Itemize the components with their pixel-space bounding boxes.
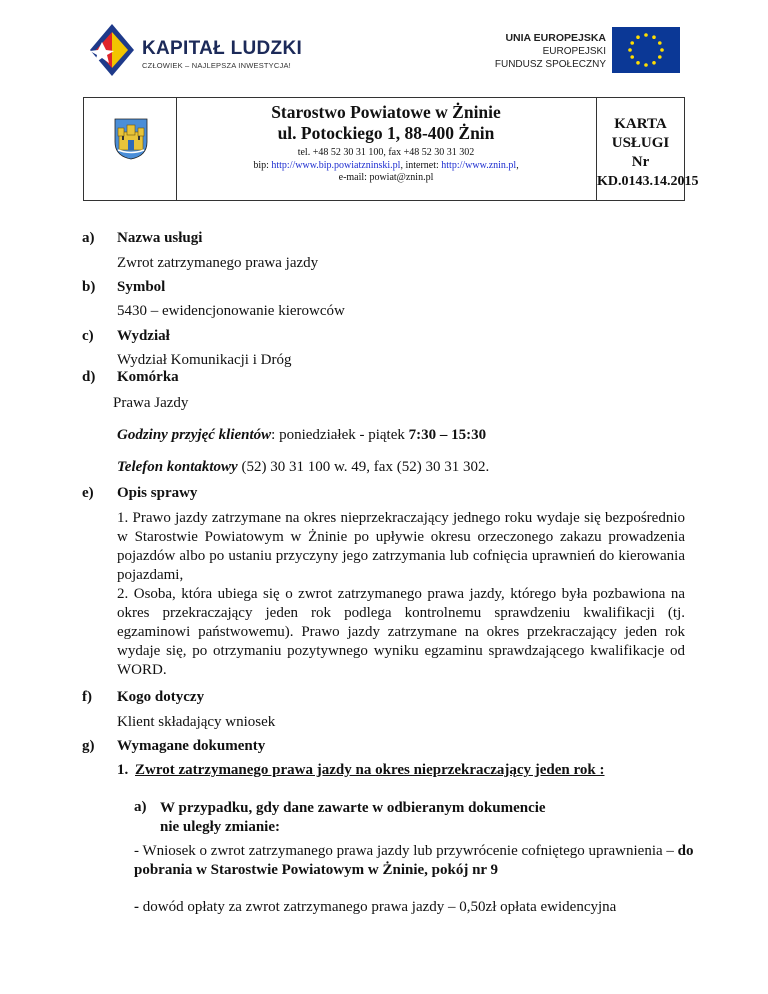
section-d-title: Komórka [117, 369, 179, 385]
card-info-cell [596, 98, 699, 200]
eu-flag-icon [612, 27, 680, 73]
section-g-letter: g) [82, 738, 95, 754]
kapital-ludzki-emblem-icon [86, 22, 138, 78]
g1-number: 1. [117, 762, 129, 778]
office-address: ul. Potockiego 1, 88-400 Żnin [277, 123, 495, 143]
office-hours-value: 7:30 – 15:30 [408, 427, 487, 443]
office-hours-label: Godziny przyjęć klientów [117, 427, 272, 443]
eu-line2: EUROPEJSKI [542, 46, 606, 57]
document-2 [134, 899, 616, 916]
section-f-letter: f) [82, 689, 92, 705]
section-e-letter: e) [82, 485, 94, 501]
eu-line3: FUNDUSZ SPOŁECZNY [494, 59, 606, 70]
office-hours-text: : poniedziałek - piątek [271, 427, 409, 443]
g1-title [135, 762, 605, 779]
section-f-text: Klient składający wniosek [117, 714, 276, 730]
internet-label: , internet: [400, 159, 442, 171]
section-a-text: Zwrot zatrzymanego prawa jazdy [117, 255, 319, 271]
section-b-letter: b) [82, 279, 96, 295]
eu-label [470, 32, 606, 71]
section-b-text: 5430 – ewidencjonowanie kierowców [117, 303, 345, 319]
section-c-letter: c) [82, 328, 94, 344]
g1a-letter: a) [134, 799, 147, 815]
card-line2: USŁUGI [611, 135, 670, 151]
section-e-title: Opis sprawy [117, 485, 198, 501]
section-d-letter: d) [82, 369, 96, 385]
office-hours [117, 427, 486, 444]
section-a-title: Nazwa usługi [117, 230, 203, 246]
card-line1: KARTA [614, 116, 667, 132]
contact-phone-text: (52) 30 31 100 w. 49, fax (52) 30 31 302. [237, 459, 490, 475]
eu-line1: UNIA EUROPEJSKA [505, 32, 606, 44]
g1-title-text: Zwrot zatrzymanego prawa jazdy na okres nieprzekraczający jeden rok : [135, 762, 605, 778]
section-e-paragraph-2: 2. Osoba, która ubiega się o zwrot zatrzymanego prawa jazdy, którego była pozbawiona na okres przekraczający jeden rok podlega kontrolnemu sprawdzeniu kwalifikacji (tj. egzaminowi państwowemu). Prawo jazdy zatrzymane na okres przekraczający jeden rok wydaje się, po otrzymaniu pozytywnego wyniku egzaminu sprawdzającego kwalifikacje od WORD. [117, 586, 685, 678]
section-b-title: Symbol [117, 279, 166, 295]
bip-link[interactable]: http://www.bip.powiatzninski.pl [271, 159, 401, 171]
header-table [83, 97, 699, 201]
section-f-title: Kogo dotyczy [117, 689, 205, 705]
document-2-text: dowód opłaty za zwrot zatrzymanego prawa jazdy – 0,50zł opłata ewidencyjna [142, 899, 617, 915]
kapital-ludzki-subtitle: CZŁOWIEK – NAJLEPSZA INWESTYCJA! [142, 61, 291, 70]
coat-of-arms-cell [84, 98, 177, 200]
office-email: e-mail: powiat@znin.pl [338, 172, 434, 183]
office-info-cell [177, 98, 595, 200]
internet-end: , [516, 159, 519, 171]
internet-link[interactable]: http://www.znin.pl [441, 159, 517, 171]
section-c-title: Wydział [117, 328, 170, 344]
office-web-line [177, 160, 595, 173]
document-1 [134, 842, 694, 880]
card-line3: Nr [631, 154, 650, 170]
section-g-title: Wymagane dokumenty [117, 738, 266, 754]
section-a-letter: a) [82, 230, 95, 246]
g1a-title: W przypadku, gdy dane zawarte w odbieranym dokumencie nie uległy zmianie: [160, 800, 546, 835]
section-c-text: Wydział Komunikacji i Dróg [117, 352, 292, 368]
card-number: KD.0143.14.2015 [597, 174, 699, 189]
office-phone: tel. +48 52 30 31 100, fax +48 52 30 31 302 [297, 147, 475, 158]
document-1-text: - Wniosek o zwrot zatrzymanego prawa jazdy lub przywrócenie cofniętego uprawnienia – [134, 843, 678, 859]
section-e-paragraph-1: 1. Prawo jazdy zatrzymane na okres nieprzekraczający jednego roku wydaje się bezpośrednio w Starostwie Powiatowym w Żninie po upływie okresu orzeczonego zakazu prowadzenia pojazdów albo po ustaniu przyczyny jego zatrzymania lub cofnięcia uprawnień do kierowania pojazdami, [117, 510, 685, 583]
document-1-bold: do pobrania w Starostwie Powiatowym w Żninie, pokój nr 9 [134, 843, 694, 878]
document-2-dash: - [134, 899, 143, 915]
section-d-text: Prawa Jazdy [113, 395, 189, 411]
bip-label: bip: [253, 159, 272, 171]
office-name: Starostwo Powiatowe w Żninie [271, 102, 501, 122]
kapital-ludzki-logo [82, 16, 312, 86]
kapital-ludzki-title: KAPITAŁ LUDZKI [142, 38, 303, 59]
contact-phone-label: Telefon kontaktowy [117, 459, 238, 475]
coat-of-arms-icon [114, 118, 148, 160]
contact-phone [117, 459, 489, 476]
